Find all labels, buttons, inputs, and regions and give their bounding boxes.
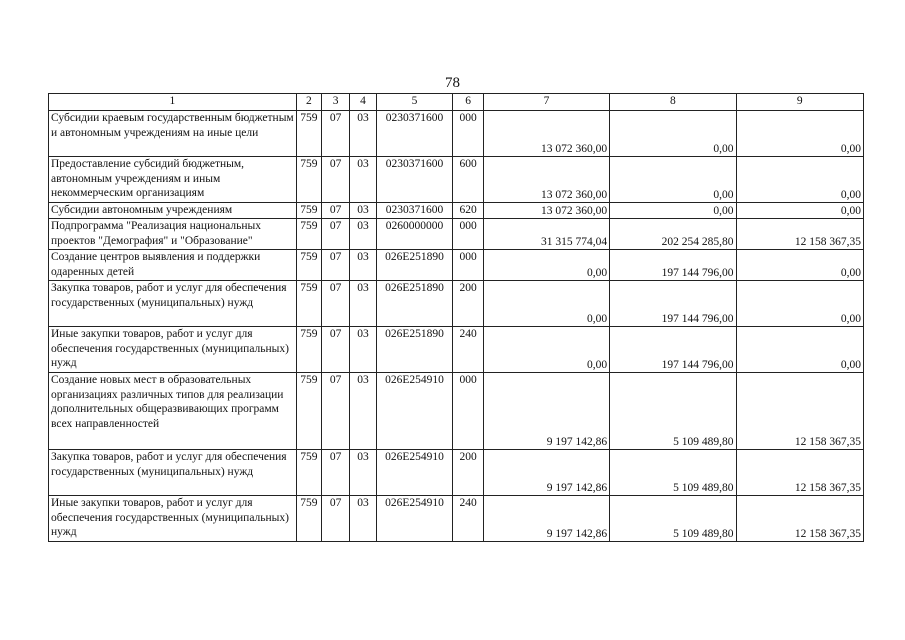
row-code-col3: 07 bbox=[322, 250, 350, 281]
row-amount-col8: 0,00 bbox=[610, 111, 736, 157]
row-code-col6: 200 bbox=[453, 281, 483, 327]
row-code-col6: 000 bbox=[453, 373, 483, 450]
row-amount-col8: 197 144 796,00 bbox=[610, 250, 736, 281]
row-amount-col7: 9 197 142,86 bbox=[483, 450, 609, 496]
header-cell: 4 bbox=[350, 94, 376, 111]
row-code-col3: 07 bbox=[322, 496, 350, 542]
row-amount-col9: 0,00 bbox=[736, 281, 863, 327]
row-code-col6: 240 bbox=[453, 327, 483, 373]
row-code-col2: 759 bbox=[296, 111, 321, 157]
row-amount-col7: 9 197 142,86 bbox=[483, 496, 609, 542]
row-amount-col9: 0,00 bbox=[736, 250, 863, 281]
table-row bbox=[49, 111, 864, 157]
row-amount-col7: 0,00 bbox=[483, 327, 609, 373]
row-amount-col9: 12 158 367,35 bbox=[736, 450, 863, 496]
row-code-col4: 03 bbox=[350, 111, 376, 157]
row-code-col4: 03 bbox=[350, 496, 376, 542]
header-cell: 2 bbox=[296, 94, 321, 111]
row-code-col3: 07 bbox=[322, 219, 350, 250]
row-code-col2: 759 bbox=[296, 281, 321, 327]
row-amount-col9: 12 158 367,35 bbox=[736, 373, 863, 450]
row-code-col2: 759 bbox=[296, 203, 321, 219]
row-description: Иные закупки товаров, работ и услуг для обеспечения государственных (муниципальных) нужд bbox=[49, 327, 297, 373]
row-code-col4: 03 bbox=[350, 250, 376, 281]
header-cell: 1 bbox=[49, 94, 297, 111]
row-description: Создание центров выявления и поддержки одаренных детей bbox=[49, 250, 297, 281]
row-code-col3: 07 bbox=[322, 157, 350, 203]
table-row bbox=[49, 281, 864, 327]
row-amount-col8: 0,00 bbox=[610, 157, 736, 203]
row-amount-col7: 13 072 360,00 bbox=[483, 203, 609, 219]
row-description: Подпрограмма "Реализация национальных проектов "Демография" и "Образование" bbox=[49, 219, 297, 250]
table-header-row bbox=[49, 94, 864, 111]
page-number: 78 bbox=[445, 75, 460, 91]
header-cell: 8 bbox=[610, 94, 736, 111]
row-code-col2: 759 bbox=[296, 496, 321, 542]
row-description: Субсидии краевым государственным бюджетным и автономным учреждениям на иные цели bbox=[49, 111, 297, 157]
row-code-col6: 600 bbox=[453, 157, 483, 203]
row-code-col5: 026E251890 bbox=[376, 327, 453, 373]
row-code-col3: 07 bbox=[322, 281, 350, 327]
table-row bbox=[49, 373, 864, 450]
row-code-col5: 0230371600 bbox=[376, 157, 453, 203]
row-code-col5: 026E251890 bbox=[376, 281, 453, 327]
row-code-col4: 03 bbox=[350, 327, 376, 373]
row-code-col4: 03 bbox=[350, 450, 376, 496]
row-code-col5: 026E254910 bbox=[376, 496, 453, 542]
row-code-col2: 759 bbox=[296, 373, 321, 450]
row-code-col4: 03 bbox=[350, 373, 376, 450]
row-code-col6: 000 bbox=[453, 219, 483, 250]
row-amount-col9: 12 158 367,35 bbox=[736, 496, 863, 542]
row-code-col4: 03 bbox=[350, 281, 376, 327]
header-cell: 7 bbox=[483, 94, 609, 111]
row-amount-col8: 5 109 489,80 bbox=[610, 450, 736, 496]
row-code-col2: 759 bbox=[296, 157, 321, 203]
row-amount-col9: 0,00 bbox=[736, 157, 863, 203]
row-amount-col7: 13 072 360,00 bbox=[483, 111, 609, 157]
row-code-col3: 07 bbox=[322, 450, 350, 496]
budget-table bbox=[48, 93, 864, 542]
row-code-col6: 620 bbox=[453, 203, 483, 219]
row-amount-col7: 0,00 bbox=[483, 281, 609, 327]
table-row bbox=[49, 203, 864, 219]
row-code-col6: 000 bbox=[453, 250, 483, 281]
table-row bbox=[49, 219, 864, 250]
row-amount-col8: 202 254 285,80 bbox=[610, 219, 736, 250]
row-code-col3: 07 bbox=[322, 327, 350, 373]
row-code-col3: 07 bbox=[322, 111, 350, 157]
row-amount-col9: 0,00 bbox=[736, 327, 863, 373]
row-description: Субсидии автономным учреждениям bbox=[49, 203, 297, 219]
row-code-col5: 026E251890 bbox=[376, 250, 453, 281]
header-cell: 5 bbox=[376, 94, 453, 111]
row-code-col6: 200 bbox=[453, 450, 483, 496]
row-code-col2: 759 bbox=[296, 219, 321, 250]
row-code-col2: 759 bbox=[296, 450, 321, 496]
row-description: Создание новых мест в образовательных организациях различных типов для реализации дополнительных общеразвивающих программ всех направленностей bbox=[49, 373, 297, 450]
row-code-col5: 026E254910 bbox=[376, 450, 453, 496]
row-code-col4: 03 bbox=[350, 219, 376, 250]
table-row bbox=[49, 250, 864, 281]
row-amount-col7: 9 197 142,86 bbox=[483, 373, 609, 450]
row-amount-col9: 0,00 bbox=[736, 203, 863, 219]
row-code-col2: 759 bbox=[296, 250, 321, 281]
row-code-col3: 07 bbox=[322, 203, 350, 219]
row-amount-col8: 5 109 489,80 bbox=[610, 373, 736, 450]
row-code-col5: 026E254910 bbox=[376, 373, 453, 450]
row-amount-col7: 31 315 774,04 bbox=[483, 219, 609, 250]
row-code-col6: 000 bbox=[453, 111, 483, 157]
row-description: Закупка товаров, работ и услуг для обеспечения государственных (муниципальных) нужд bbox=[49, 450, 297, 496]
row-amount-col9: 12 158 367,35 bbox=[736, 219, 863, 250]
table-row bbox=[49, 327, 864, 373]
row-code-col5: 0230371600 bbox=[376, 203, 453, 219]
row-description: Предоставление субсидий бюджетным, автономным учреждениям и иным некоммерческим организациям bbox=[49, 157, 297, 203]
row-amount-col9: 0,00 bbox=[736, 111, 863, 157]
table-row bbox=[49, 157, 864, 203]
row-amount-col8: 197 144 796,00 bbox=[610, 281, 736, 327]
row-description: Закупка товаров, работ и услуг для обеспечения государственных (муниципальных) нужд bbox=[49, 281, 297, 327]
row-amount-col7: 0,00 bbox=[483, 250, 609, 281]
header-cell: 3 bbox=[322, 94, 350, 111]
row-code-col4: 03 bbox=[350, 203, 376, 219]
row-code-col2: 759 bbox=[296, 327, 321, 373]
header-cell: 9 bbox=[736, 94, 863, 111]
row-code-col5: 0230371600 bbox=[376, 111, 453, 157]
row-amount-col7: 13 072 360,00 bbox=[483, 157, 609, 203]
table-row bbox=[49, 496, 864, 542]
row-amount-col8: 0,00 bbox=[610, 203, 736, 219]
row-code-col3: 07 bbox=[322, 373, 350, 450]
row-code-col6: 240 bbox=[453, 496, 483, 542]
table-row bbox=[49, 450, 864, 496]
row-code-col5: 0260000000 bbox=[376, 219, 453, 250]
row-code-col4: 03 bbox=[350, 157, 376, 203]
row-amount-col8: 197 144 796,00 bbox=[610, 327, 736, 373]
row-amount-col8: 5 109 489,80 bbox=[610, 496, 736, 542]
header-cell: 6 bbox=[453, 94, 483, 111]
row-description: Иные закупки товаров, работ и услуг для обеспечения государственных (муниципальных) нужд bbox=[49, 496, 297, 542]
